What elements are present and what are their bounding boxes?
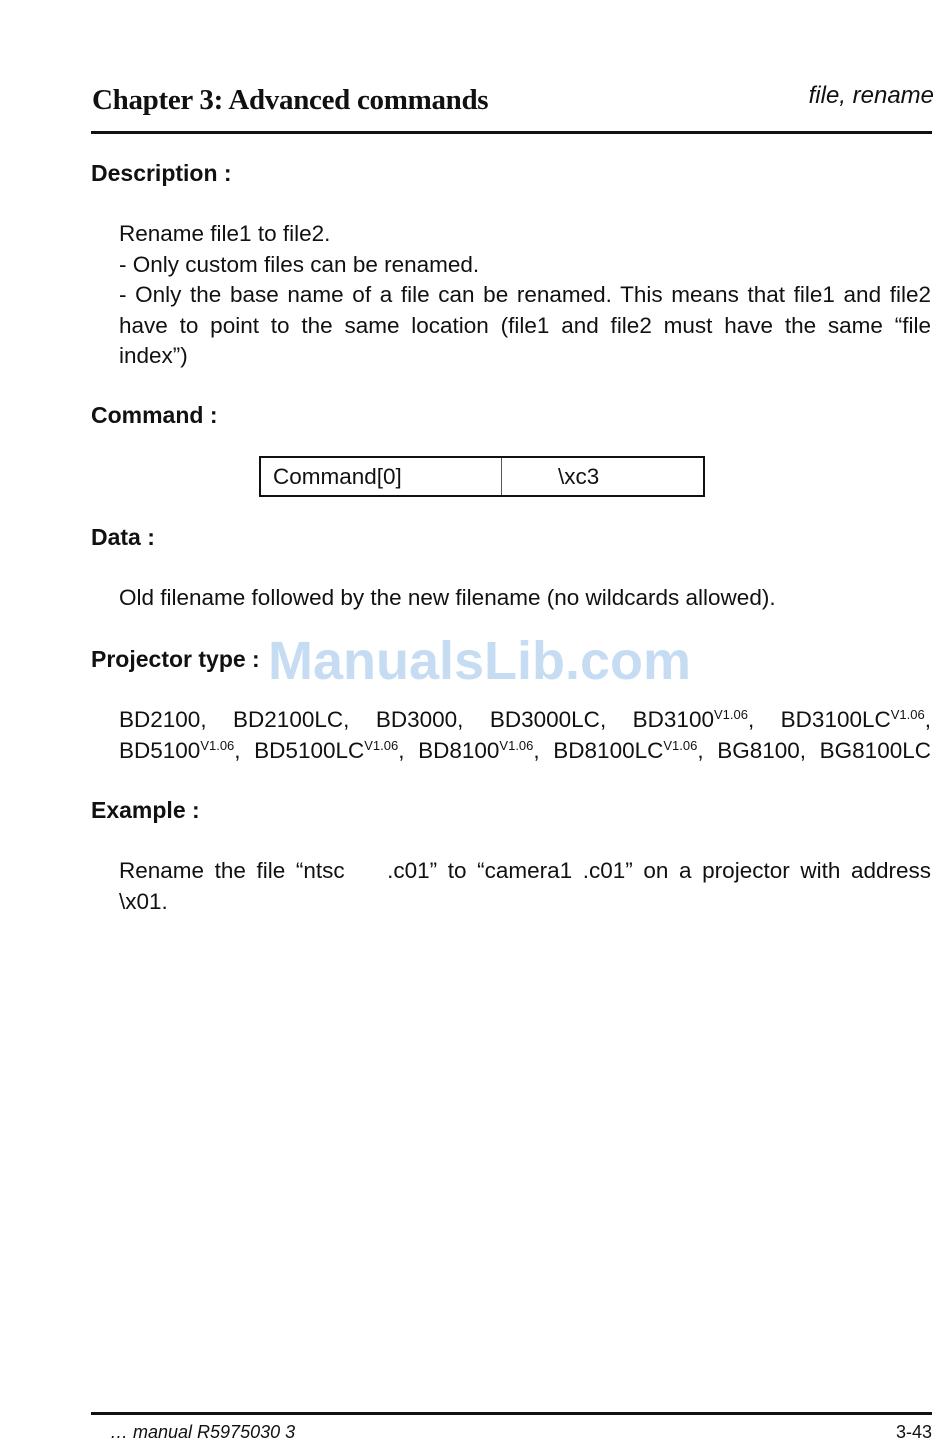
projector-model [119,735,241,766]
projector-model-name: BG8100LC [819,738,931,763]
header-rule [91,131,932,134]
projector-model-name: BD8100 [418,738,500,763]
command-heading: Command : [91,402,218,428]
projector-model [633,704,755,735]
list-separator: , [343,707,350,732]
footer-text: … manual R5975030 3 [110,1422,296,1442]
projector-type-heading: Projector type : [91,646,260,672]
watermark-text: ManualsLib.com [268,631,692,691]
projector-model-name: BD2100LC [233,707,344,732]
projector-model-version: V1.06 [663,738,698,753]
list-separator: , [924,707,931,732]
projector-model [119,704,207,735]
projector-model-name: BD3000LC [489,707,600,732]
projector-model-name: BD5100 [119,738,201,763]
projector-model-version: V1.06 [890,707,925,722]
example-line: \x01. [119,888,168,914]
projector-model [553,735,703,766]
projector-row [119,735,931,766]
projector-model-version: V1.06 [364,738,399,753]
list-separator: , [398,738,405,763]
list-separator: , [234,738,241,763]
projector-model [233,704,349,735]
footer-page-number: 3-43 [895,1422,932,1442]
example-line: Rename the file “ntsc .c01” to “camera1 .c01” on a projector with address [119,858,931,883]
example-body [119,856,931,917]
footer-rule [91,1412,932,1415]
command-table [259,456,705,497]
command-value-cell: \xc3 [558,464,600,489]
projector-model [717,735,806,766]
projector-list [119,704,931,766]
projector-model-name: BD8100LC [553,738,664,763]
projector-model-name: BG8100 [717,738,800,763]
projector-model [820,735,931,766]
projector-model-name: BD3100LC [780,707,891,732]
list-separator: , [697,738,704,763]
list-separator: , [200,707,207,732]
description-line: index”) [119,343,188,368]
list-separator: , [747,707,755,732]
description-line: - Only custom files can be renamed. [119,251,480,277]
section-tag: file, rename [808,82,934,109]
description-line: have to point to the same location (file1 and file2 must have the same “file [119,312,931,338]
data-heading: Data : [91,524,155,550]
description-line: - Only the base name of a file can be renamed. This means that file1 and file2 [119,282,931,307]
projector-model-version: V1.06 [713,707,748,722]
projector-model-name: BD3000 [375,707,458,732]
chapter-title: Chapter 3: Advanced commands [92,84,489,116]
projector-model-version: V1.06 [200,738,235,753]
projector-model-version: V1.06 [499,738,534,753]
list-separator: , [457,707,464,732]
projector-model [490,704,606,735]
projector-model-name: BD2100 [119,707,201,732]
projector-model [254,735,404,766]
description-heading: Description : [91,160,232,186]
projector-row [119,704,931,735]
description-line: Rename file1 to file2. [119,221,331,246]
projector-model-name: BD3100 [632,707,714,732]
projector-model-name: BD5100LC [254,738,365,763]
projector-model [418,735,540,766]
projector-model [781,704,931,735]
list-separator: , [533,738,540,763]
list-separator: , [799,738,807,763]
data-line: Old filename followed by the new filename (no wildcards allowed). [119,585,776,610]
example-heading: Example : [91,797,200,823]
projector-model [376,704,464,735]
data-text [119,583,931,614]
list-separator: , [599,707,607,732]
command-label-cell: Command[0] [261,458,502,495]
description-body [119,219,931,372]
